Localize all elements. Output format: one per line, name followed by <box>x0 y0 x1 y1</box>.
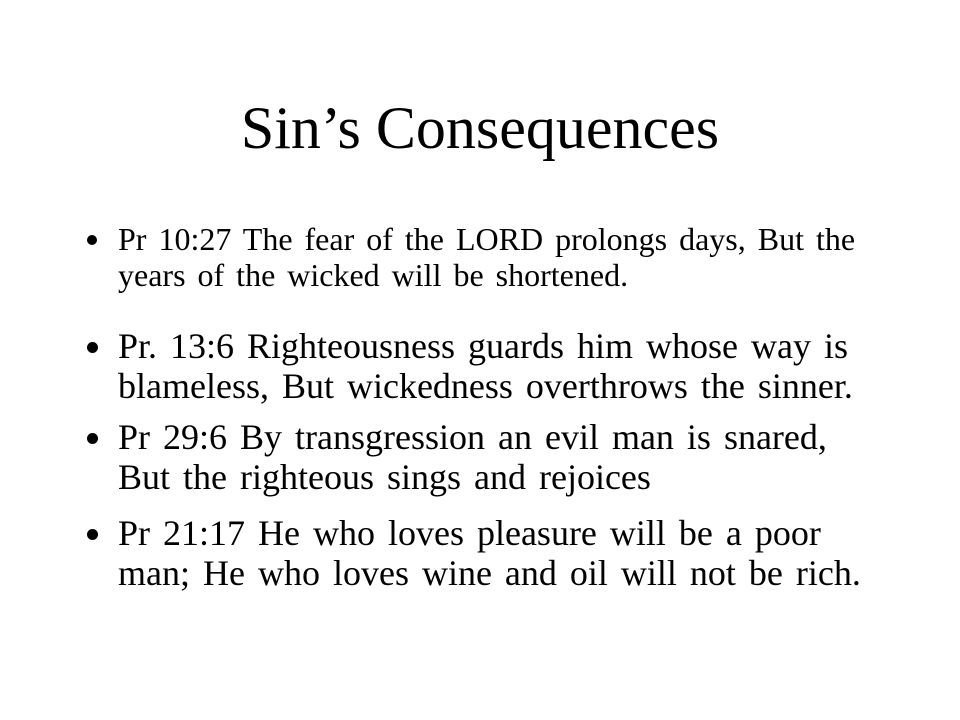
bullet-text-line: Pr 10:27 The fear of the LORD prolongs days, But the <box>118 221 856 257</box>
slide-title: Sin’s Consequences <box>240 95 720 161</box>
bullet-icon <box>87 235 97 245</box>
bullet-item <box>0 221 960 293</box>
bullet-text-line: Pr 21:17 He who loves pleasure will be a poor <box>118 513 821 553</box>
bullet-icon <box>87 342 98 353</box>
bullet-text-line: Pr. 13:6 Righteousness guards him whose way is <box>118 326 848 366</box>
bullet-text-line: blameless, But wickedness overthrows the sinner. <box>118 366 853 406</box>
bullet-item <box>0 513 960 593</box>
bullet-item <box>0 326 960 406</box>
bullet-text-line: man; He who loves wine and oil will not be rich. <box>118 553 861 593</box>
bullet-text-line: Pr 29:6 By transgression an evil man is snared, <box>118 417 827 457</box>
bullet-icon <box>87 529 98 540</box>
bullet-icon <box>87 433 98 444</box>
bullet-item <box>0 417 960 497</box>
bullet-text-line: years of the wicked will be shortened. <box>118 257 629 293</box>
bullet-text-line: But the righteous sings and rejoices <box>118 457 651 497</box>
